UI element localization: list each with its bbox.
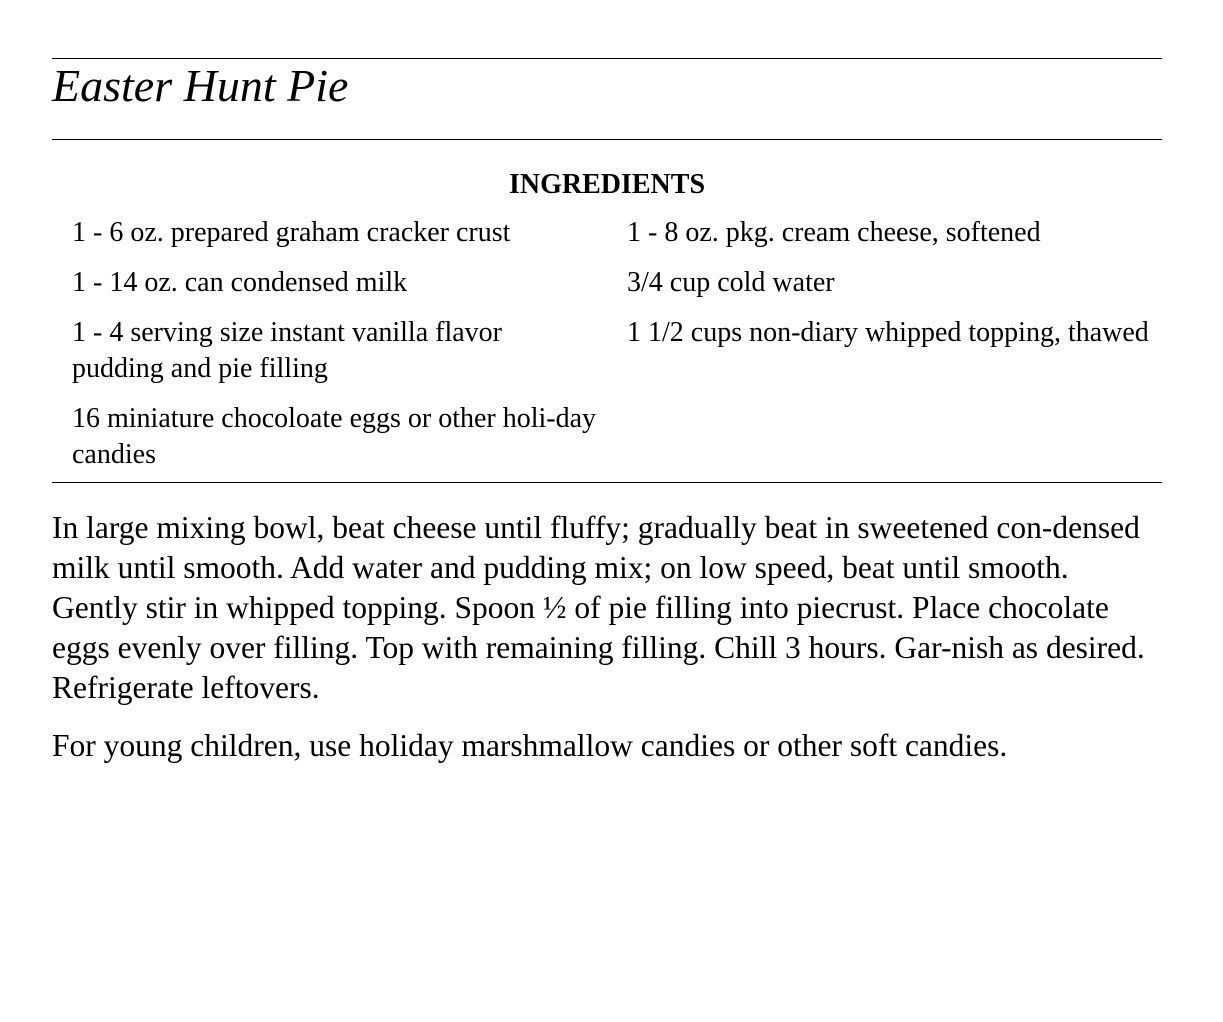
directions-section bbox=[52, 508, 1162, 766]
recipe-page bbox=[52, 58, 1162, 766]
ingredient-item: 1 1/2 cups non-diary whipped topping, thawed bbox=[627, 317, 1149, 348]
directions-text: In large mixing bowl, beat cheese until fluffy; gradually beat in sweetened con-densed milk until smooth. Add water and pudding mix; on low speed, beat until smooth. Gently stir in whipped topping. Spoon ½ of pie filling into piecrust. Place chocolate eggs evenly over filling. Top with remaining filling. Chill 3 hours. Gar-nish as desired. Refrigerate leftovers. bbox=[52, 510, 1145, 705]
ingredient-item: 3/4 cup cold water bbox=[627, 267, 835, 298]
directions-note: For young children, use holiday marshmallow candies or other soft candies. bbox=[52, 728, 1008, 763]
ingredients-heading: INGREDIENTS bbox=[508, 169, 706, 200]
ingredient-item: 1 - 6 oz. prepared graham cracker crust bbox=[72, 217, 511, 248]
ingredients-list bbox=[52, 215, 1162, 473]
ingredient-item: 1 - 4 serving size instant vanilla flavor pudding and pie filling bbox=[72, 317, 502, 384]
ingredients-rule bbox=[52, 482, 1162, 483]
recipe-title: Easter Hunt Pie bbox=[52, 60, 349, 111]
ingredient-item: 1 - 14 oz. can condensed milk bbox=[72, 267, 408, 298]
ingredient-item: 1 - 8 oz. pkg. cream cheese, softened bbox=[627, 217, 1041, 248]
ingredient-item: 16 miniature chocoloate eggs or other holi-day candies bbox=[72, 403, 597, 470]
title-rule bbox=[52, 139, 1162, 140]
